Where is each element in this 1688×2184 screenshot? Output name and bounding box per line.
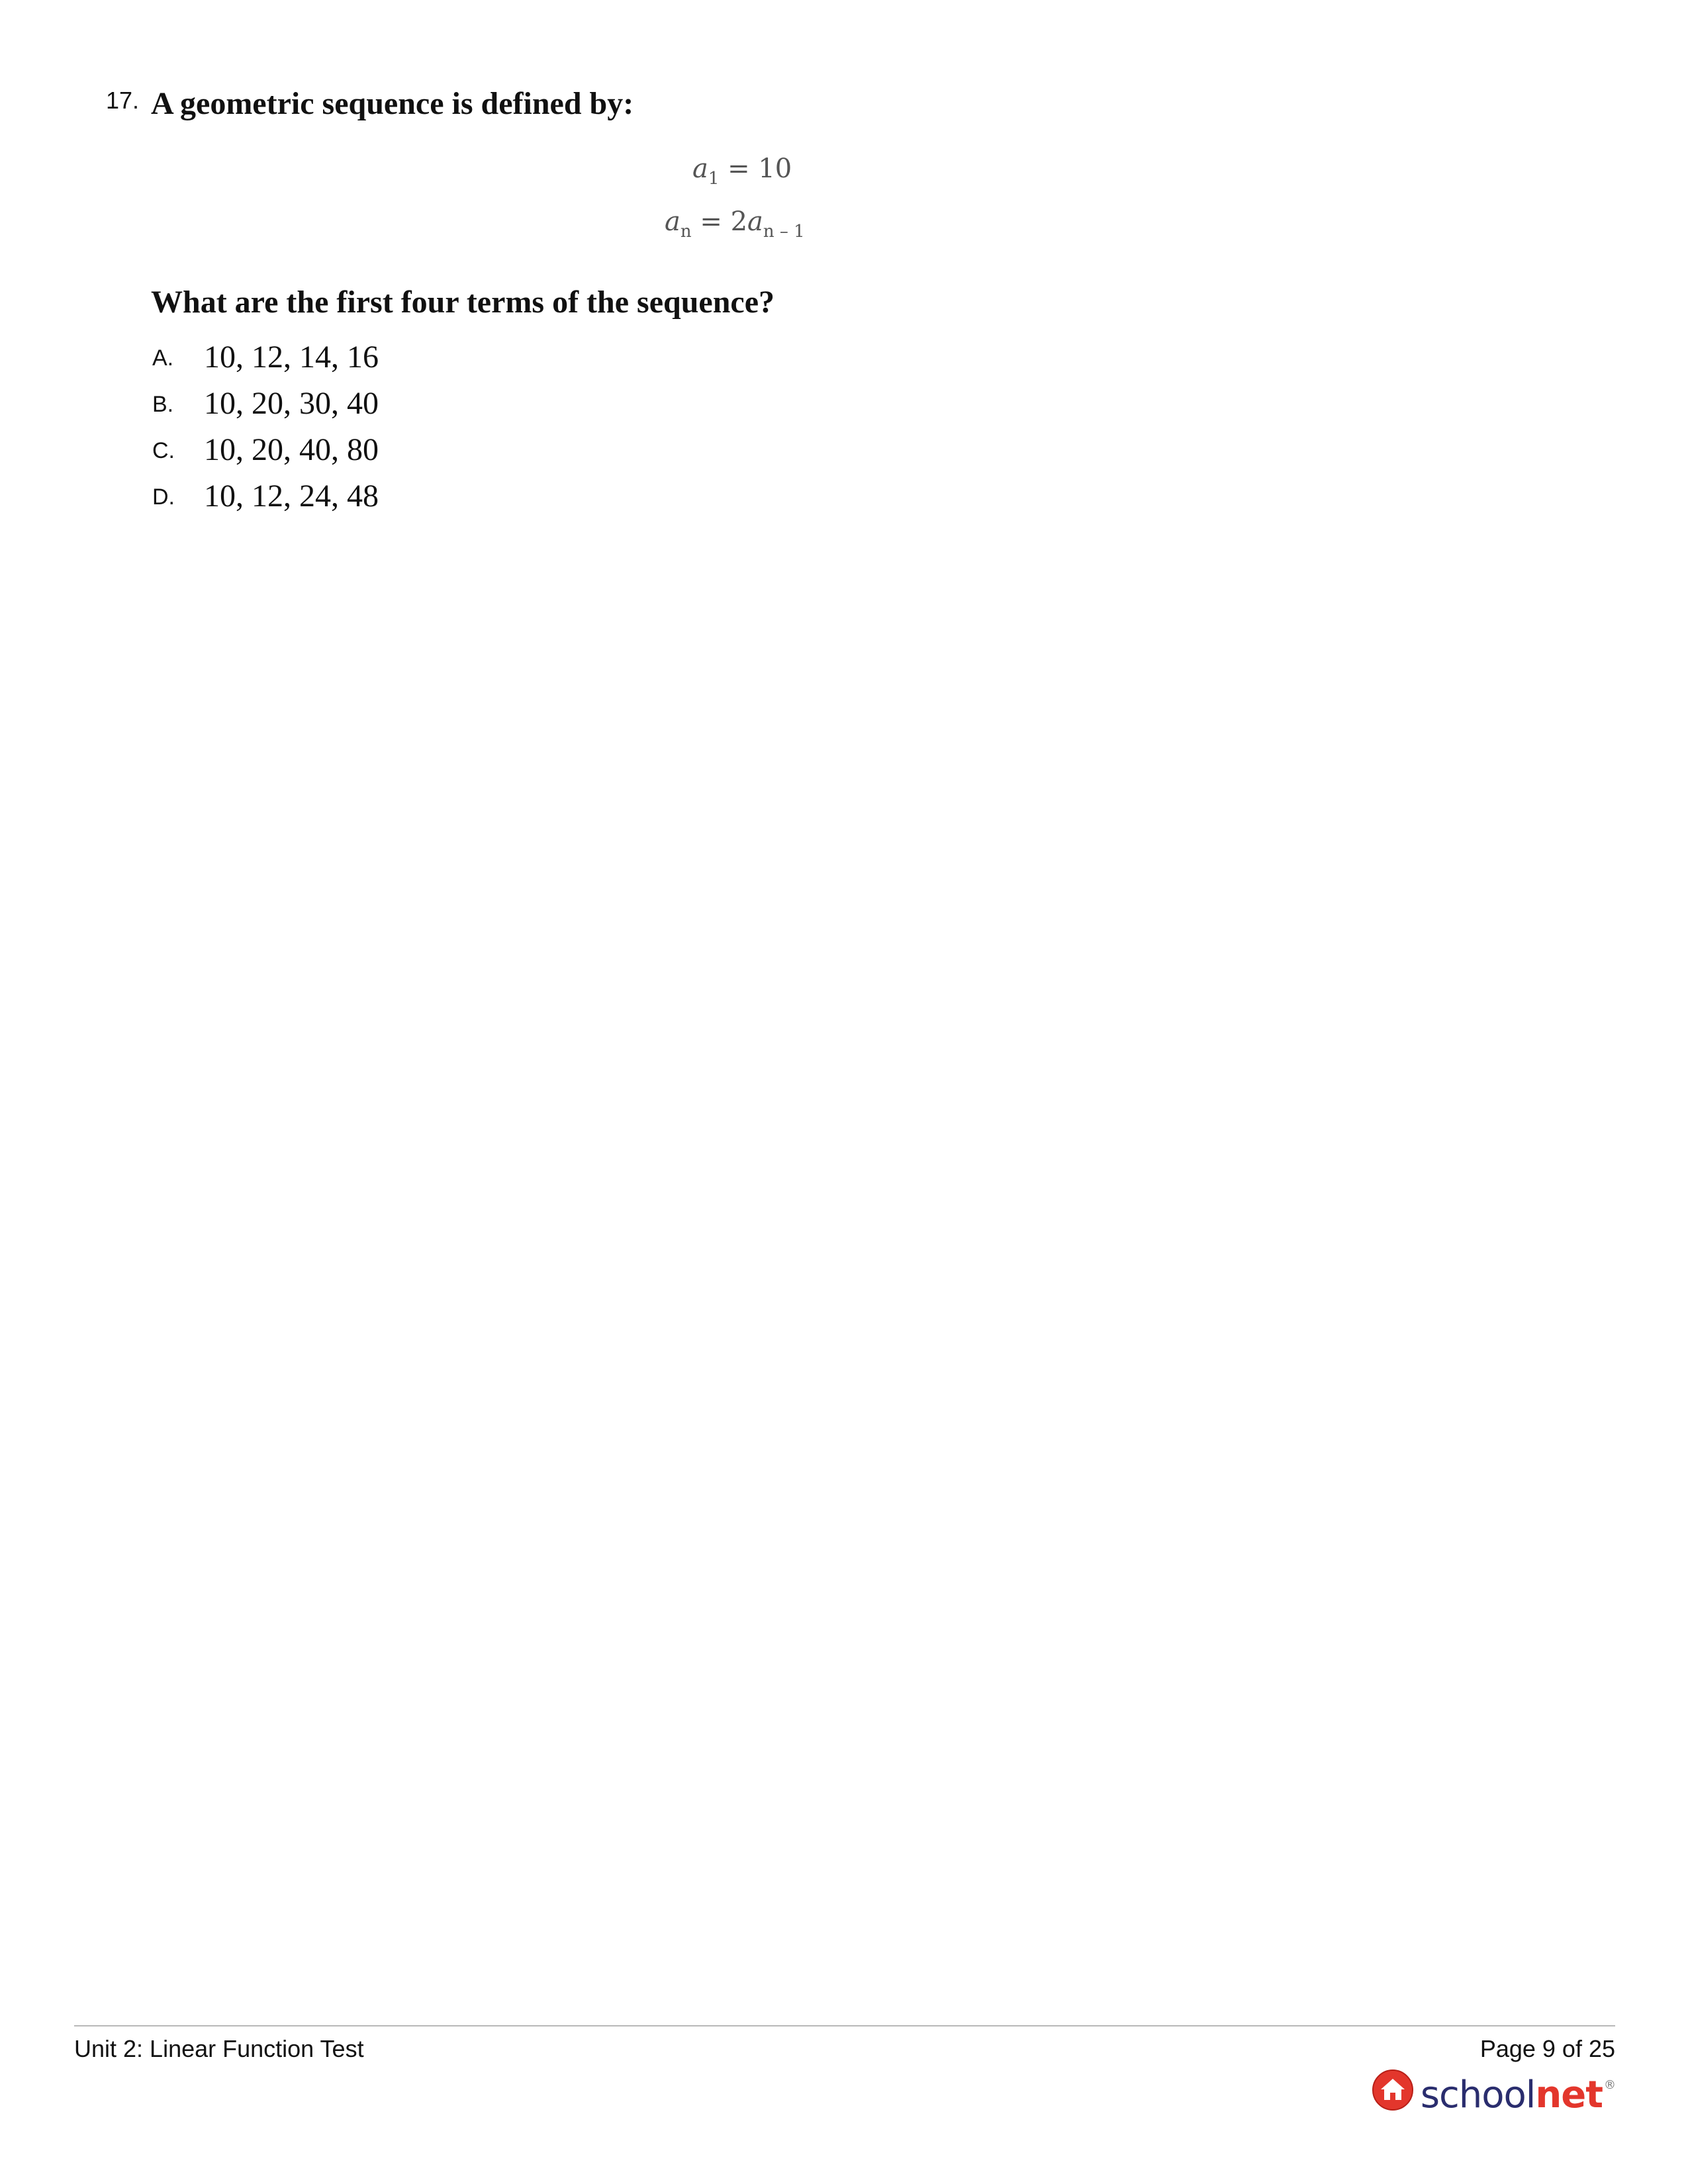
footer-divider (74, 2025, 1615, 2026)
logo-text-net: net (1535, 2073, 1603, 2116)
equation-recursive-rule (655, 206, 827, 259)
equation-coefficient: 2 (730, 206, 748, 237)
house-icon (1372, 2069, 1414, 2111)
equation-subscript: n (680, 222, 692, 242)
choice-text: 10, 20, 40, 80 (204, 432, 379, 467)
footer-page-number: Page 9 of 25 (1479, 2035, 1615, 2062)
choice-text: 10, 20, 30, 40 (204, 386, 379, 421)
trademark-mark: ® (1604, 2077, 1615, 2092)
question-prompt: What are the first four terms of the sequence? (151, 285, 775, 320)
equation-value: 10 (758, 154, 792, 184)
choice-text: 10, 12, 14, 16 (204, 340, 379, 375)
choice-letter: A. (152, 345, 174, 371)
choice-letter: B. (152, 392, 174, 417)
question-stem: A geometric sequence is defined by: (151, 86, 634, 121)
equation-subscript: 1 (708, 169, 720, 189)
equals-sign: = (727, 154, 759, 184)
choice-letter: C. (152, 438, 175, 463)
equation-variable: a (665, 206, 680, 237)
choice-letter: D. (152, 484, 175, 510)
choice-text: 10, 12, 24, 48 (204, 478, 379, 514)
equation-variable: a (747, 206, 763, 237)
equation-initial-term (655, 154, 827, 206)
logo-wordmark (1421, 2062, 1615, 2118)
equation-block (655, 154, 827, 259)
footer-test-title: Unit 2: Linear Function Test (74, 2035, 364, 2062)
question-number: 17. (106, 87, 140, 114)
logo-text-school: school (1420, 2073, 1536, 2116)
equation-variable: a (692, 154, 708, 184)
equation-subscript: n – 1 (763, 222, 805, 242)
equals-sign: = (700, 206, 731, 237)
schoolnet-logo (1372, 2064, 1615, 2116)
